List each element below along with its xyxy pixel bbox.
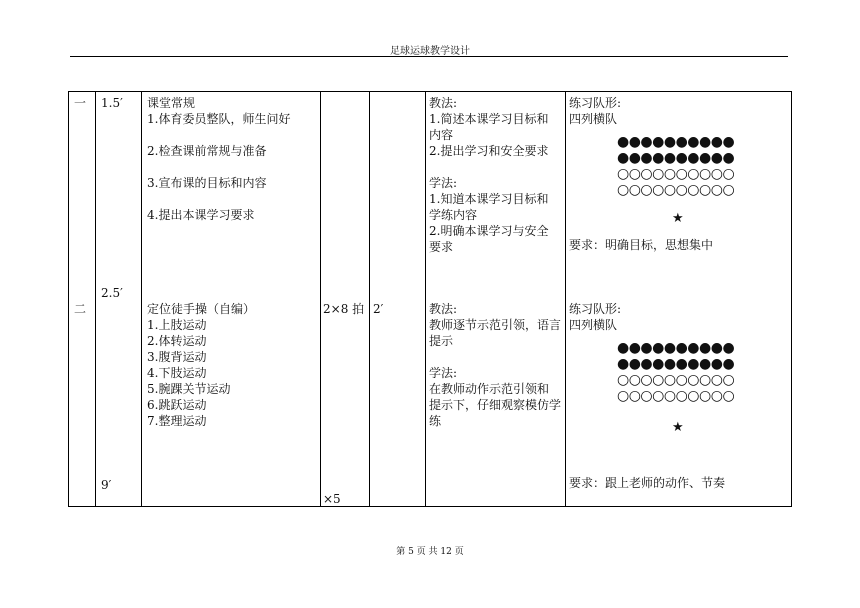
teach-line: 2.提出学习和安全要求: [429, 144, 549, 158]
part-label: 一: [74, 96, 87, 110]
teach-line: 1.简述本课学习目标和: [429, 112, 549, 126]
content-item: 4.下肢运动: [147, 366, 207, 380]
learn-line: 要求: [429, 240, 454, 254]
formation-row: ●●●●●●●●●●: [617, 150, 735, 166]
learn-line: 提示下，仔细观察模仿学: [429, 398, 562, 412]
part-label: 二: [74, 302, 87, 316]
teacher-star-icon: ★: [672, 211, 684, 226]
org-name: 四列横队: [569, 318, 618, 332]
time-value: 2.5′: [101, 286, 123, 300]
reps-extra: ×5: [323, 492, 341, 506]
content-item: 3.宣布课的目标和内容: [147, 176, 267, 190]
teach-label: 教法:: [429, 302, 458, 316]
learn-line: 2.明确本课学习与安全: [429, 224, 549, 238]
column-divider: [425, 92, 426, 506]
content-item: 3.腹背运动: [147, 350, 207, 364]
formation-row: ○○○○○○○○○○: [617, 166, 735, 182]
content-item: 2.检查课前常规与准备: [147, 144, 267, 158]
header-rule: [70, 56, 788, 57]
org-title: 练习队形:: [569, 302, 622, 316]
formation-row: ○○○○○○○○○○: [617, 182, 735, 198]
content-item: 5.腕踝关节运动: [147, 382, 231, 396]
content-item: 6.跳跃运动: [147, 398, 207, 412]
content-item: 7.整理运动: [147, 414, 207, 428]
content-title: 课堂常规: [147, 96, 196, 110]
document-header-title: 足球运球教学设计: [390, 46, 470, 57]
formation-row: ●●●●●●●●●●: [617, 356, 735, 372]
column-divider: [565, 92, 566, 506]
content-title: 定位徒手操（自编）: [147, 302, 256, 316]
duration-value: 2′: [373, 302, 384, 316]
requirement-text: 要求：明确目标，思想集中: [569, 238, 714, 252]
column-divider: [95, 92, 96, 506]
org-name: 四列横队: [569, 112, 618, 126]
formation-row: ○○○○○○○○○○: [617, 388, 735, 404]
teach-label: 教法:: [429, 96, 458, 110]
column-divider: [320, 92, 321, 506]
formation-row: ○○○○○○○○○○: [617, 372, 735, 388]
content-item: 4.提出本课学习要求: [147, 208, 255, 222]
column-divider: [369, 92, 370, 506]
learn-line: 1.知道本课学习目标和: [429, 192, 549, 206]
learn-label: 学法:: [429, 366, 458, 380]
formation-row: ●●●●●●●●●●: [617, 134, 735, 150]
teach-line: 教师逐节示范引领，语言: [429, 318, 562, 332]
page-number: 第 5 页 共 12 页: [396, 547, 464, 557]
learn-label: 学法:: [429, 176, 458, 190]
content-item: 2.体转运动: [147, 334, 207, 348]
learn-line: 在教师动作示范引领和: [429, 382, 550, 396]
teach-line: 内容: [429, 128, 454, 142]
learn-line: 练: [429, 414, 442, 428]
teacher-star-icon: ★: [672, 420, 684, 435]
requirement-text: 要求：跟上老师的动作、节奏: [569, 476, 726, 490]
teach-line: 提示: [429, 334, 454, 348]
column-divider: [141, 92, 142, 506]
reps-value: 2×8 拍: [323, 302, 365, 316]
content-item: 1.上肢运动: [147, 318, 207, 332]
formation-row: ●●●●●●●●●●: [617, 340, 735, 356]
time-value: 9′: [101, 478, 112, 492]
org-title: 练习队形:: [569, 96, 622, 110]
learn-line: 学练内容: [429, 208, 478, 222]
time-value: 1.5′: [101, 96, 123, 110]
content-item: 1.体育委员整队，师生问好: [147, 112, 291, 126]
